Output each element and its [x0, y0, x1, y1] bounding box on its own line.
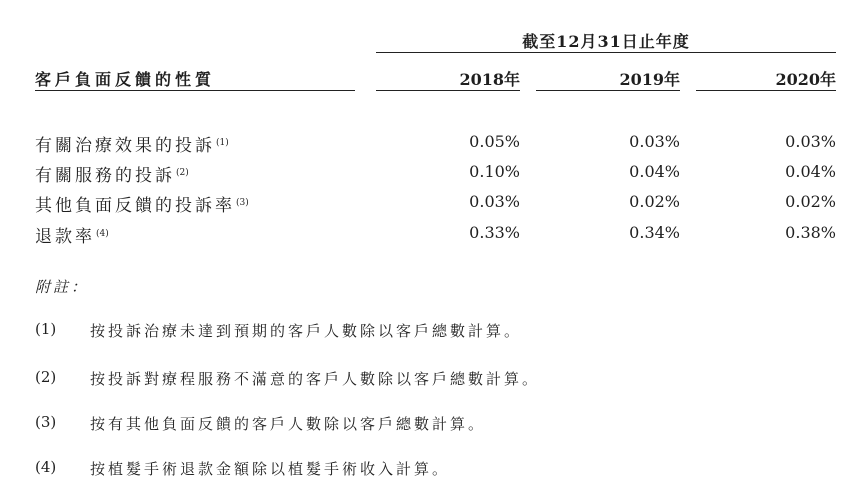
value-2020: 0.02% — [785, 192, 836, 211]
period-header: 截至12月31日止年度 — [522, 32, 690, 51]
note-text: 按投訴對療程服務不滿意的客戶人數除以客戶總數計算。 — [90, 370, 541, 388]
row-label: 其他負面反饋的投訴率$^{(3)}$ — [35, 196, 249, 216]
note-number: (3) — [35, 413, 57, 431]
note-text: 按投訴治療未達到預期的客戶人數除以客戶總數計算。 — [90, 322, 523, 340]
note-text: 按有其他負面反饋的客戶人數除以客戶總數計算。 — [90, 415, 487, 433]
period-underline — [376, 52, 836, 53]
value-2019: 0.02% — [629, 192, 680, 211]
row-label: 有關治療效果的投訴$^{(1)}$ — [35, 136, 229, 156]
year-2019-underline — [536, 90, 680, 91]
value-2019: 0.34% — [629, 223, 680, 242]
value-2020: 0.03% — [785, 132, 836, 151]
footnote-marker: (4) — [96, 229, 109, 239]
value-2019: 0.04% — [629, 162, 680, 181]
year-2018-underline — [376, 90, 520, 91]
note-text: 按植髮手術退款金額除以植髮手術收入計算。 — [90, 460, 451, 478]
value-2018: 0.10% — [469, 162, 520, 181]
footnote-marker: (2) — [176, 168, 189, 178]
row-label: 有關服務的投訴$^{(2)}$ — [35, 166, 189, 186]
note-number: (4) — [35, 458, 57, 476]
value-2018: 0.33% — [469, 223, 520, 242]
value-2020: 0.04% — [785, 162, 836, 181]
row-header-underline — [35, 90, 355, 91]
row-header: 客戶負面反饋的性質 — [35, 70, 216, 89]
value-2020: 0.38% — [785, 223, 836, 242]
row-label: 退款率$^{(4)}$ — [35, 227, 109, 247]
note-number: (2) — [35, 368, 57, 386]
year-header-2019: 2019年 — [619, 70, 680, 89]
note-number: (1) — [35, 320, 57, 338]
value-2018: 0.03% — [469, 192, 520, 211]
year-header-2018: 2018年 — [459, 70, 520, 89]
notes-title: 附註： — [35, 278, 90, 296]
year-header-2020: 2020年 — [775, 70, 836, 89]
year-2020-underline — [696, 90, 836, 91]
value-2018: 0.05% — [469, 132, 520, 151]
footnote-marker: (3) — [236, 198, 249, 208]
footnote-marker: (1) — [216, 138, 229, 148]
value-2019: 0.03% — [629, 132, 680, 151]
